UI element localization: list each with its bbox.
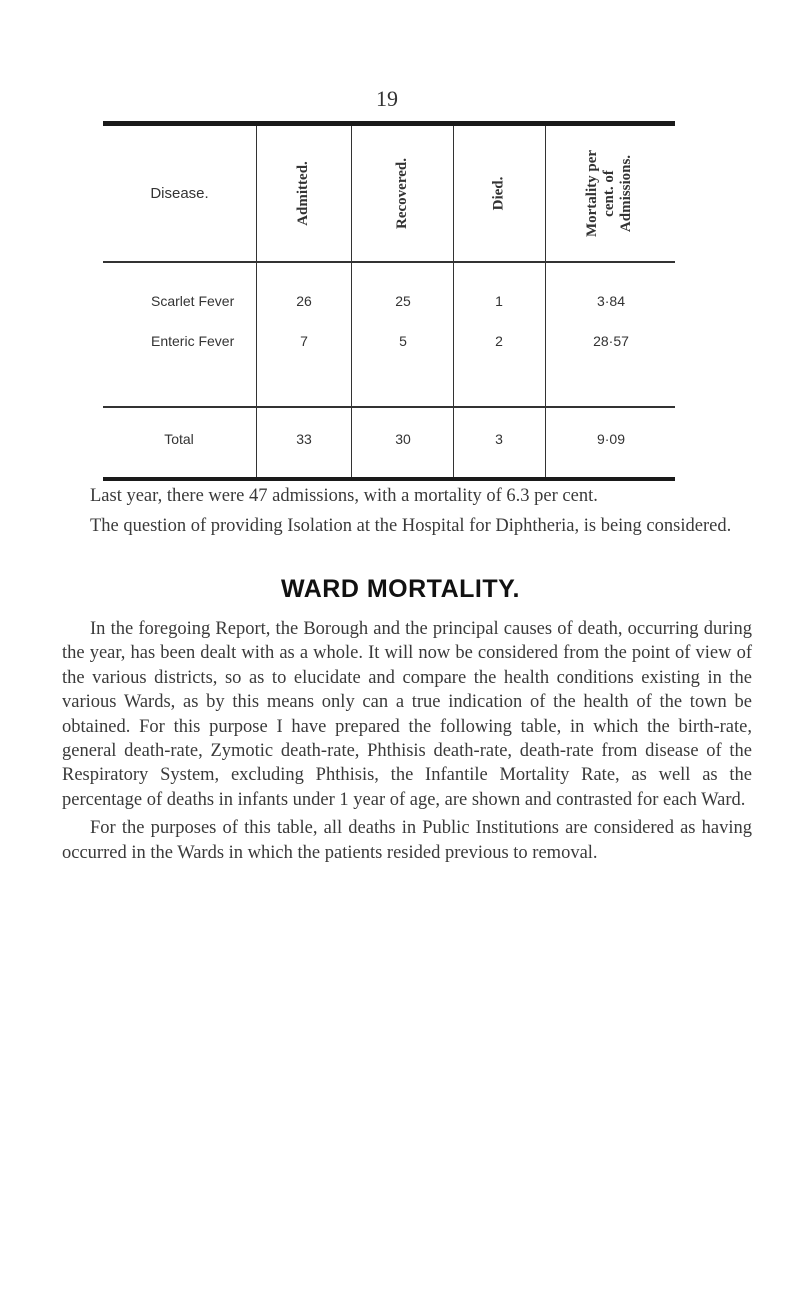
table-total-admitted: 33: [296, 431, 312, 447]
table-total-recovered: 30: [395, 431, 411, 447]
paragraph-diphtheria: The question of providing Isolation at the Hospital for Diphtheria, is being considered.: [90, 516, 732, 537]
intro-paragraphs: [62, 484, 752, 539]
paragraph-foregoing: In the foregoing Report, the Borough and the principal causes of death, occurring during the year, has been dealt with as a whole. It will now be considered from the point of view of the various districts, so as to elucidate and compare the health conditions existing in the various Wards, as by this means only can a true indication of the health of the town be obtained. For this purpose I have prepared the following table, in which the birth-rate, general death-rate, Zymotic death-rate, Phthisis death-rate, death-rate from disease of the Respiratory System, excluding Phthisis, the Infantile Mortality Rate, as well as the percentage of deaths in infants under 1 year of age, are shown and contrasted for each Ward.: [62, 619, 752, 810]
header-died-label: Died.: [490, 176, 507, 211]
header-mortality-line2: cent. of: [601, 170, 618, 217]
hospital-admissions-table: [103, 121, 675, 481]
paragraph-last-year: Last year, there were 47 admissions, with a mortality of 6.3 per cent.: [90, 486, 598, 506]
table-cell-recovered: 25: [395, 293, 411, 309]
section-heading: WARD MORTALITY.: [281, 575, 520, 603]
header-admitted-label: Admitted.: [294, 161, 311, 226]
ward-mortality-body: [62, 617, 752, 865]
header-mortality-line1: Mortality per: [584, 149, 601, 238]
table-total-died: 3: [495, 431, 503, 447]
table-cell-mortality: 28·57: [593, 333, 629, 349]
table-cell-mortality: 3·84: [596, 293, 626, 309]
header-mortality: [545, 126, 675, 261]
table-cell-died: 1: [495, 293, 503, 309]
page-number: 19: [376, 86, 398, 111]
header-disease: [103, 126, 256, 261]
header-admitted: [256, 126, 351, 261]
header-recovered-label: Recovered.: [393, 158, 410, 229]
header-mortality-label: [585, 150, 636, 237]
header-rule: [103, 261, 675, 263]
table-cell-disease: Enteric Fever: [151, 333, 235, 349]
table-cell-admitted: 26: [296, 293, 312, 309]
table-cell-admitted: 7: [300, 333, 308, 349]
table-cell-died: 2: [495, 333, 503, 349]
table-total-label: Total: [164, 431, 194, 447]
paragraph-purposes: For the purposes of this table, all deaths in Public Institutions are considered as having occurred in the Wards in which the patients resided previous to removal.: [62, 818, 752, 863]
table-cell-recovered: 5: [399, 333, 407, 349]
header-mortality-line3: Admissions.: [618, 154, 635, 233]
header-recovered: [351, 126, 453, 261]
total-rule: [103, 406, 675, 408]
header-died: [453, 126, 545, 261]
table-cell-disease: Scarlet Fever: [151, 293, 235, 309]
header-disease-label: Disease.: [150, 185, 209, 202]
table-total-mortality: 9·09: [596, 431, 626, 447]
